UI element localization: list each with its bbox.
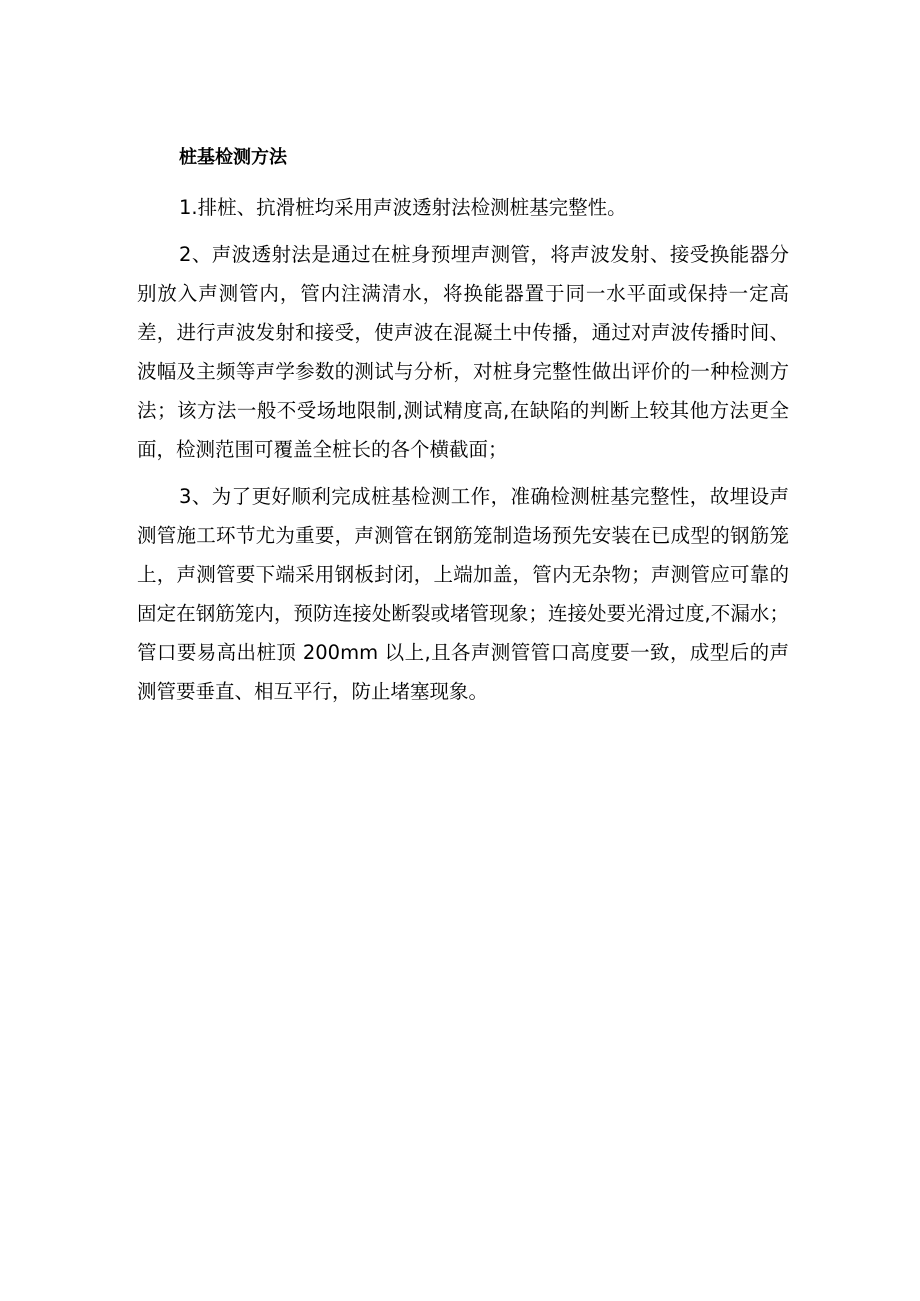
paragraph-2: 2、声波透射法是通过在桩身预埋声测管，将声波发射、接受换能器分别放入声测管内，管内注满清水，将换能器置于同一水平面或保持一定高差，进行声波发射和接受，使声波在混凝土中传播，通过对声波传播时间、波幅及主频等声学参数的测试与分析，对桩身完整性做出评价的一种检测方法；该方法一般不受场地限制,测试精度高,在缺陷的判断上较其他方法更全面，检测范围可覆盖全桩长的各个横截面； bbox=[137, 243, 789, 461]
document-title: 桩基检测方法 bbox=[179, 147, 287, 168]
paragraph-3: 3、为了更好顺利完成桩基检测工作，准确检测桩基完整性，故埋设声测管施工环节尤为重要，声测管在钢筋笼制造场预先安装在已成型的钢筋笼上，声测管要下端采用钢板封闭，上端加盖，管内无杂物；声测管应可靠的固定在钢筋笼内，预防连接处断裂或堵管现象；连接处要光滑过度,不漏水；管口要易高出桩顶 200mm 以上,且各声测管管口高度要一致，成型后的声测管要垂直、相互平行，防止堵塞现象。 bbox=[137, 485, 789, 703]
document-body bbox=[137, 140, 789, 711]
paragraph-1: 1.排桩、抗滑桩均采用声波透射法检测桩基完整性。 bbox=[179, 196, 627, 219]
